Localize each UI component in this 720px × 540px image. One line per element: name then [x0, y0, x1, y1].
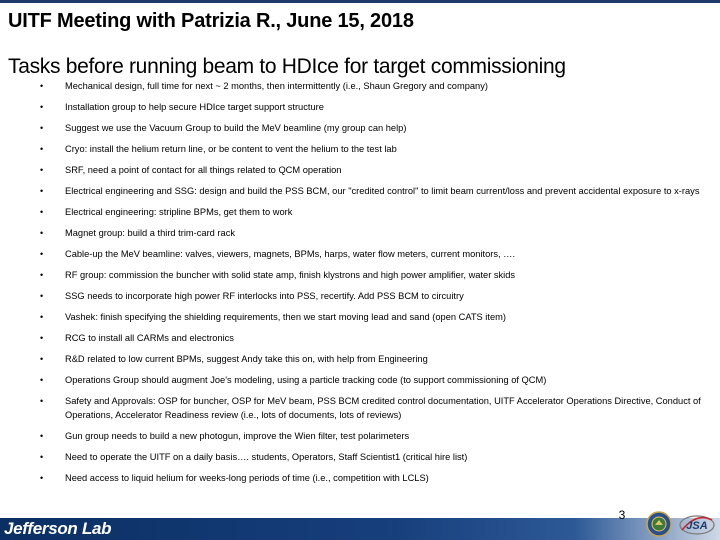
task-item [40, 185, 710, 199]
task-item [40, 290, 710, 304]
task-text: Operations Group should augment Joe's modeling, using a particle tracking code (to support commissioning of QCM) [65, 375, 547, 385]
task-text: Safety and Approvals: OSP for buncher, OSP for MeV beam, PSS BCM credited control documentation, UITF Accelerator Operations Directive, Conduct of Operations, Accelerator Readiness review (i.e., lots of documents, lots of reviews) [65, 396, 701, 420]
task-item [40, 80, 710, 94]
task-item [40, 101, 710, 115]
task-text: Mechanical design, full time for next ~ 2 months, then intermittently (i.e., Shaun Gregory and company) [65, 81, 488, 91]
task-text: Installation group to help secure HDIce target support structure [65, 102, 324, 112]
bullet-glyph: • [40, 144, 44, 154]
task-item [40, 332, 710, 346]
footer [0, 508, 720, 540]
bullet-glyph: • [40, 451, 44, 462]
svg-text:JSA: JSA [686, 520, 708, 532]
bullet-glyph: • [40, 354, 44, 364]
bullet-glyph: • [40, 249, 44, 259]
slide-title: UITF Meeting with Patrizia R., June 15, 2018 [8, 10, 414, 32]
bullet-glyph: • [40, 228, 44, 238]
task-text: Electrical engineering: stripline BPMs, get them to work [65, 207, 293, 217]
bullet-glyph: • [40, 291, 44, 301]
bullet-glyph: • [40, 186, 44, 196]
task-list [40, 80, 710, 493]
task-text: SSG needs to incorporate high power RF interlocks into PSS, recertify. Add PSS BCM to circuitry [65, 291, 464, 301]
bullet-glyph: • [40, 165, 44, 175]
jsa-logo-icon [678, 510, 716, 538]
bullet-glyph: • [40, 375, 44, 385]
bullet-glyph: • [40, 207, 44, 217]
bullet-glyph: • [40, 430, 44, 441]
task-text: Suggest we use the Vacuum Group to build the MeV beamline (my group can help) [65, 123, 407, 133]
task-text: Electrical engineering and SSG: design and build the PSS BCM, our "credited control" to limit beam current/loss and prevent accidental exposure to x-rays [65, 186, 700, 196]
bullet-glyph: • [40, 81, 44, 91]
doe-seal-icon [646, 511, 672, 537]
bullet-glyph: • [40, 396, 44, 406]
task-item [40, 395, 710, 422]
task-text: RCG to install all CARMs and electronics [65, 333, 234, 343]
task-item [40, 122, 710, 136]
bullet-glyph: • [40, 102, 44, 112]
task-item [40, 206, 710, 220]
bullet-glyph: • [40, 123, 44, 133]
task-item [40, 248, 710, 262]
task-text: RF group: commission the buncher with solid state amp, finish klystrons and high power amplifier, water skids [65, 270, 516, 280]
task-text: Vashek: finish specifying the shielding requirements, then we start moving lead and sand (open CATS item) [65, 312, 506, 322]
bullet-glyph: • [40, 472, 44, 483]
bullet-glyph: • [40, 333, 44, 343]
task-item [40, 353, 710, 367]
task-text: Gun group needs to build a new photogun, improve the Wien filter, test polarimeters [65, 430, 410, 441]
task-text: SRF, need a point of contact for all things related to QCM operation [65, 165, 342, 175]
task-item [40, 374, 710, 388]
top-rule [0, 0, 720, 3]
task-item [40, 311, 710, 325]
task-text: Cable-up the MeV beamline: valves, viewers, magnets, BPMs, harps, water flow meters, current monitors, …. [65, 249, 516, 259]
task-text: Need access to liquid helium for weeks-long periods of time (i.e., competition with LCLS) [65, 472, 429, 483]
task-text: Cryo: install the helium return line, or be content to vent the helium to the test lab [65, 144, 397, 154]
task-item [40, 472, 710, 486]
task-item [40, 451, 710, 465]
task-item [40, 269, 710, 283]
page-number: 3 [618, 508, 626, 522]
task-item [40, 143, 710, 157]
bullet-glyph: • [40, 270, 44, 280]
task-text: Need to operate the UITF on a daily basis…. students, Operators, Staff Scientist1 (critical hire list) [65, 451, 468, 462]
task-item [40, 164, 710, 178]
jefferson-lab-logo: Jefferson Lab [4, 519, 112, 538]
task-item [40, 430, 710, 444]
task-text: R&D related to low current BPMs, suggest Andy take this on, with help from Engineering [65, 354, 428, 364]
task-text: Magnet group: build a third trim-card rack [65, 228, 235, 238]
bullet-glyph: • [40, 312, 44, 322]
task-item [40, 227, 710, 241]
slide-subtitle: Tasks before running beam to HDIce for target commissioning [8, 55, 566, 78]
